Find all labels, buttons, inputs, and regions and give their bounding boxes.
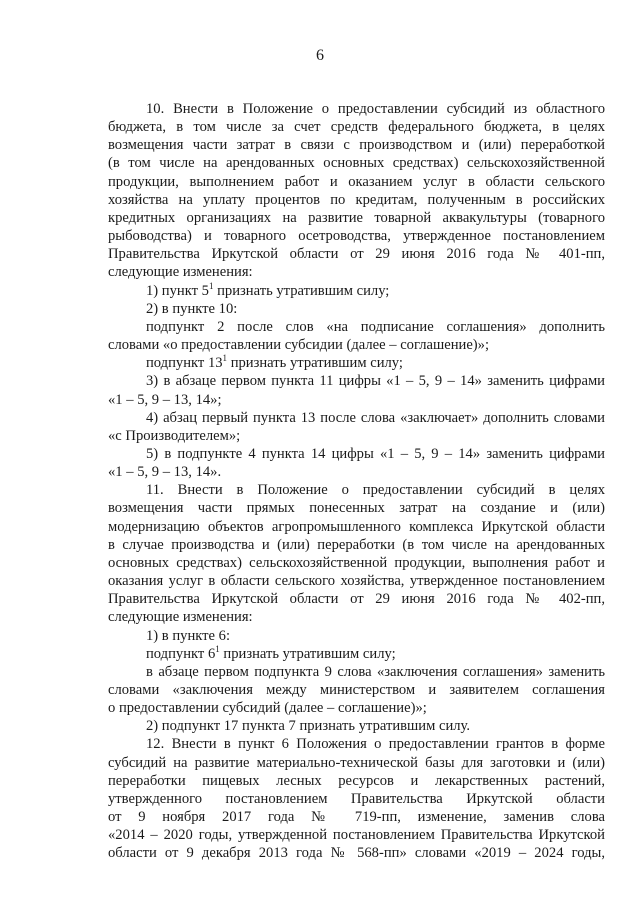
line-text: Правительства Иркутской области от 29 июня 2016 года № 401-пп, <box>108 246 605 263</box>
text-line <box>108 790 605 808</box>
text-line <box>108 772 605 790</box>
text-line <box>108 245 605 263</box>
line-text: бюджета, в том числе за счет средств федерального бюджета, в целях <box>108 119 605 136</box>
line-text-continued: признать утратившим силу; <box>213 282 390 299</box>
line-text: в абзаце первом подпункта 9 слова «заключения соглашения» заменить <box>146 663 605 680</box>
text-line <box>108 136 605 154</box>
text-line <box>108 463 605 481</box>
line-text: кредитных организациях на развитие товарной аквакультуры (товарного <box>108 209 605 226</box>
text-line <box>108 590 605 608</box>
line-text: 2) подпункт 17 пункта 7 признать утратившим силу. <box>146 718 471 735</box>
line-text-continued: признать утратившим силу; <box>219 645 396 662</box>
text-line <box>108 209 605 227</box>
line-text: возмещения части затрат в связи с производством и (или) переработкой <box>108 137 605 154</box>
line-text: 5) в подпункте 4 пункта 14 цифры «1 – 5, 9 – 14» заменить цифрами <box>146 445 605 462</box>
text-line <box>108 445 605 463</box>
text-line <box>108 154 605 172</box>
page-number: 6 <box>316 47 324 64</box>
text-line <box>108 282 605 300</box>
text-line <box>108 681 605 699</box>
text-line <box>108 499 605 517</box>
line-text: утвержденного постановлением Правительства Иркутской области <box>108 790 605 807</box>
line-text: словами «заключения между министерством и заявителем соглашения <box>108 682 605 698</box>
line-text: рыбоводства) и товарного осетроводства, утвержденное постановлением <box>108 228 605 245</box>
text-line <box>108 518 605 536</box>
line-text: «1 – 5, 9 – 13, 14». <box>108 464 222 481</box>
text-line <box>108 227 605 245</box>
line-text: от 9 ноября 2017 года № 719-пп, изменение, заменив слова <box>108 809 605 826</box>
text-line <box>108 554 605 572</box>
text-line <box>108 318 605 336</box>
line-text: подпункт 2 после слов «на подписание соглашения» дополнить <box>146 318 605 335</box>
line-text: возмещения части прямых понесенных затрат на создание и (или) <box>108 500 605 517</box>
line-text: 12. Внести в пункт 6 Положения о предоставлении грантов в форме <box>146 736 605 753</box>
line-text: субсидий на развитие материально-технической базы для заготовки и (или) <box>108 754 605 771</box>
text-line <box>108 100 605 118</box>
line-text: о предоставлении субсидий (далее – соглашение)»; <box>108 700 427 717</box>
line-text: «1 – 5, 9 – 13, 14»; <box>108 391 222 408</box>
line-text: 10. Внести в Положение о предоставлении субсидий из областного <box>146 101 605 117</box>
superscript: 1 <box>215 643 220 654</box>
line-text: подпункт 6 <box>146 645 216 662</box>
line-text: модернизацию объектов агропромышленного комплекса Иркутской области <box>108 518 605 535</box>
text-line <box>108 118 605 136</box>
line-text: хозяйства на уплату процентов по кредитам, полученным в российских <box>108 191 605 208</box>
text-line <box>108 699 605 717</box>
text-line <box>108 808 605 826</box>
line-text: 4) абзац первый пункта 13 после слова «заключает» дополнить словами <box>146 409 605 426</box>
text-line <box>108 608 605 626</box>
line-text-continued: признать утратившим силу; <box>227 355 403 372</box>
text-line <box>108 663 605 681</box>
line-text: следующие изменения: <box>108 264 253 281</box>
text-line <box>108 409 605 427</box>
line-text: Правительства Иркутской области от 29 июня 2016 года № 402-пп, <box>108 591 605 608</box>
line-text: основных средствах) сельскохозяйственной продукции, выполнения работ и <box>108 554 605 571</box>
text-line <box>108 826 605 844</box>
text-line <box>108 754 605 772</box>
text-line <box>108 717 605 735</box>
text-line <box>108 391 605 409</box>
superscript: 1 <box>208 280 214 291</box>
line-text: области от 9 декабря 2013 года № 568-пп» словами «2019 – 2024 годы, <box>108 845 605 862</box>
line-text: оказания услуг в области сельского хозяйства, утвержденное постановлением <box>108 573 605 590</box>
text-line <box>108 372 605 390</box>
line-text: «с Производителем»; <box>108 427 241 444</box>
line-text: следующие изменения: <box>108 609 253 626</box>
line-text: 1) пункт 5 <box>146 282 209 299</box>
superscript: 1 <box>222 353 228 364</box>
line-text: продукции, выполнением работ и оказанием услуг в области сельского <box>108 173 605 190</box>
text-line <box>108 263 605 281</box>
line-text: подпункт 13 <box>146 355 223 372</box>
line-text: «2014 – 2020 годы, утвержденной постановлением Правительства Иркутской <box>108 827 605 844</box>
text-line <box>108 844 605 862</box>
text-line <box>108 627 605 645</box>
text-line <box>108 300 605 318</box>
line-text: в случае производства и (или) переработки (в том числе на арендованных <box>108 536 605 553</box>
line-text: 1) в пункте 6: <box>146 627 231 644</box>
text-line <box>108 191 605 209</box>
line-text: переработки пищевых лесных ресурсов и лекарственных растений, <box>108 772 605 789</box>
text-line <box>108 536 605 554</box>
text-line <box>108 427 605 445</box>
line-text: 11. Внести в Положение о предоставлении субсидий в целях <box>146 482 605 499</box>
text-line <box>108 735 605 753</box>
document-body <box>108 100 605 863</box>
line-text: 3) в абзаце первом пункта 11 цифры «1 – 5, 9 – 14» заменить цифрами <box>146 373 605 390</box>
text-line <box>108 645 605 663</box>
text-line <box>108 481 605 499</box>
text-line <box>108 173 605 191</box>
line-text: словами «о предоставлении субсидии (далее – соглашение)»; <box>108 337 490 354</box>
text-line <box>108 354 605 372</box>
text-line <box>108 572 605 590</box>
text-line <box>108 336 605 354</box>
line-text: (в том числе на арендованных основных средствах) сельскохозяйственной <box>108 155 605 172</box>
line-text: 2) в пункте 10: <box>146 300 238 317</box>
